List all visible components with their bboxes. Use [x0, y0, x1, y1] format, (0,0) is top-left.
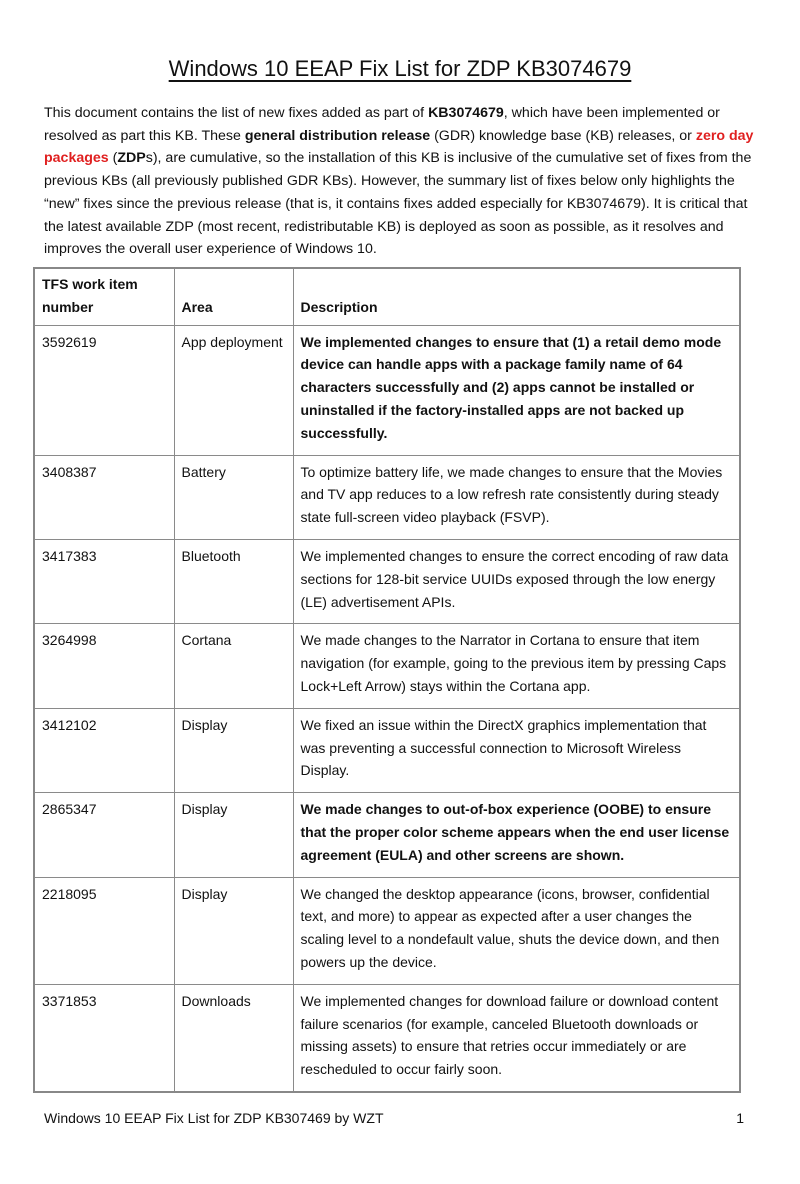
footer-text: Windows 10 EEAP Fix List for ZDP KB307469 by WZT	[44, 1110, 384, 1126]
row-description: We made changes to out-of-box experience (OOBE) to ensure that the proper color scheme appears when the end user license agreement (EULA) and other screens are shown.	[293, 793, 740, 877]
table-row	[34, 455, 740, 539]
row-description: We implemented changes to ensure that (1) a retail demo mode device can handle apps with a package family name of 64 characters successfully and (2) apps cannot be installed or uninstalled if the factory-installed apps are not backed up successfully.	[293, 325, 740, 455]
row-description: We implemented changes to ensure the correct encoding of raw data sections for 128-bit service UUIDs exposed through the low energy (LE) advertisement APIs.	[293, 539, 740, 623]
row-description: We changed the desktop appearance (icons, browser, confidential text, and more) to appear as expected after a user changes the scaling level to a nondefault value, shuts the device down, and then powers up the device.	[293, 877, 740, 984]
document-title: Windows 10 EEAP Fix List for ZDP KB3074679	[168, 56, 632, 81]
row-id: 3412102	[34, 708, 174, 792]
table-row	[34, 984, 740, 1092]
intro-gdr-term: general distribution release	[244, 127, 431, 144]
row-area: Cortana	[174, 624, 293, 708]
table-row	[34, 877, 740, 984]
table-row	[34, 539, 740, 623]
fix-list-table	[33, 267, 741, 1093]
row-id: 3417383	[34, 539, 174, 623]
row-area: App deployment	[174, 325, 293, 455]
table-row	[34, 624, 740, 708]
row-description: We implemented changes for download failure or download content failure scenarios (for example, canceled Bluetooth downloads or missing assets) to ensure that retries occur immediately or are rescheduled to occur fairly soon.	[293, 984, 740, 1092]
row-area: Bluetooth	[174, 539, 293, 623]
header-description: Description	[293, 268, 740, 325]
intro-text-1: This document contains the list of new fixes added as part of	[44, 105, 429, 121]
intro-text-4: (	[108, 150, 118, 167]
intro-zdp-abbr: ZDP	[117, 150, 146, 167]
row-id: 2218095	[34, 877, 174, 984]
row-id: 3592619	[34, 325, 174, 455]
row-area: Display	[174, 793, 293, 877]
header-tfs-number: TFS work item number	[34, 268, 174, 325]
row-id: 3371853	[34, 984, 174, 1092]
table-row	[34, 325, 740, 455]
row-area: Display	[174, 877, 293, 984]
page-number: 1	[736, 1110, 744, 1126]
row-description: We made changes to the Narrator in Cortana to ensure that item navigation (for example, going to the previous item by pressing Caps Lock+Left Arrow) stays within the Cortana app.	[293, 624, 740, 708]
intro-text-5: s), are cumulative, so the installation of this KB is inclusive of the cumulative set of fixes from the previous KBs (all previously published GDR KBs). However, the summary list of fixes below only highlights the “new” fixes since the previous release (that is, it contains fixes added especially for KB3074679). It is critical that the latest available ZDP (most recent, redistributable KB) is deployed as soon as possible, as it resolves and improves the overall user experience of Windows 10.	[44, 150, 752, 258]
row-description: To optimize battery life, we made changes to ensure that the Movies and TV app reduces to a low refresh rate consistently during steady state full-screen video playback (FSVP).	[293, 455, 740, 539]
intro-zdp-term: zero day packages	[44, 127, 754, 167]
row-id: 3264998	[34, 624, 174, 708]
table-header-row	[34, 268, 740, 325]
intro-text-3: (GDR) knowledge base (KB) releases, or	[430, 127, 696, 144]
row-id: 2865347	[34, 793, 174, 877]
intro-paragraph	[44, 102, 756, 261]
row-area: Downloads	[174, 984, 293, 1092]
row-description: We fixed an issue within the DirectX graphics implementation that was preventing a successful connection to Microsoft Wireless Display.	[293, 708, 740, 792]
header-area: Area	[174, 268, 293, 325]
row-id: 3408387	[34, 455, 174, 539]
row-area: Display	[174, 708, 293, 792]
intro-kb-number: KB3074679	[428, 105, 504, 121]
intro-text-2: , which have been implemented or resolved as part this KB. These	[44, 105, 720, 144]
table-row	[34, 708, 740, 792]
row-area: Battery	[174, 455, 293, 539]
table-row	[34, 793, 740, 877]
